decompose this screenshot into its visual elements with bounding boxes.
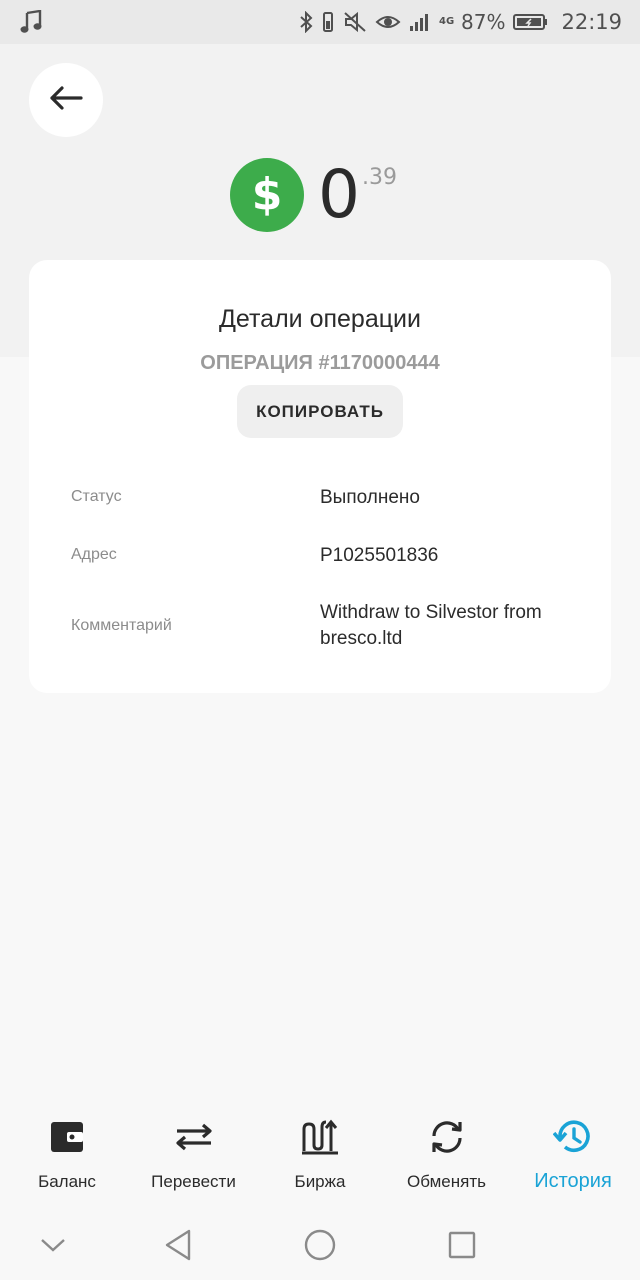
music-note-icon [20, 10, 42, 34]
nav-label: Биржа [294, 1172, 346, 1191]
detail-label: Адрес [71, 546, 117, 563]
vibrate-icon [321, 11, 335, 33]
battery-percent: 87% [461, 10, 506, 34]
nav-label: Перевести [151, 1172, 236, 1191]
operation-number: ОПЕРАЦИЯ #1170000444 [200, 352, 440, 374]
recents-square-icon[interactable] [444, 1227, 480, 1263]
transfer-arrows-icon [175, 1110, 213, 1164]
arrow-left-icon [49, 86, 83, 115]
signal-icon [409, 12, 431, 32]
exchange-chart-icon [301, 1110, 339, 1164]
system-navigation-bar [0, 1210, 640, 1280]
nav-label: Обменять [407, 1172, 486, 1191]
nav-label: История [534, 1170, 612, 1192]
nav-item-swap[interactable] [384, 1110, 510, 1210]
nav-item-balance[interactable] [4, 1110, 130, 1210]
collapse-chevron-icon[interactable] [38, 1230, 68, 1260]
dollar-currency-icon [230, 158, 304, 232]
network-4g-icon: 4G [439, 16, 455, 27]
detail-value: Withdraw to Silvestor from bresco.ltd [320, 602, 542, 649]
battery-icon [513, 12, 549, 32]
balance-fraction: .39 [362, 165, 397, 190]
eye-icon [375, 11, 401, 33]
bluetooth-icon [299, 11, 313, 33]
currency-symbol: $ [251, 169, 283, 220]
copy-button[interactable]: КОПИРОВАТЬ [237, 385, 403, 438]
clock: 22:19 [561, 10, 622, 34]
card-title: Детали операции [219, 305, 421, 333]
status-bar [0, 0, 640, 44]
refresh-icon [428, 1110, 466, 1164]
back-button[interactable] [29, 63, 103, 137]
back-triangle-icon[interactable] [160, 1227, 196, 1263]
home-circle-icon[interactable] [302, 1227, 338, 1263]
bottom-navigation [0, 1110, 640, 1210]
detail-value: Выполнено [320, 487, 420, 508]
balance-integer: 0 [318, 156, 360, 233]
mute-icon [343, 11, 367, 33]
nav-item-transfer[interactable] [131, 1110, 257, 1210]
operation-details-card [29, 260, 611, 693]
detail-label: Комментарий [71, 617, 172, 634]
balance-display [230, 157, 397, 232]
history-icon [553, 1110, 593, 1164]
nav-label: Баланс [38, 1172, 96, 1191]
detail-label: Статус [71, 488, 122, 505]
detail-value: P1025501836 [320, 545, 439, 566]
nav-item-history[interactable] [510, 1110, 636, 1210]
wallet-icon [50, 1110, 84, 1164]
nav-item-exchange[interactable] [257, 1110, 383, 1210]
